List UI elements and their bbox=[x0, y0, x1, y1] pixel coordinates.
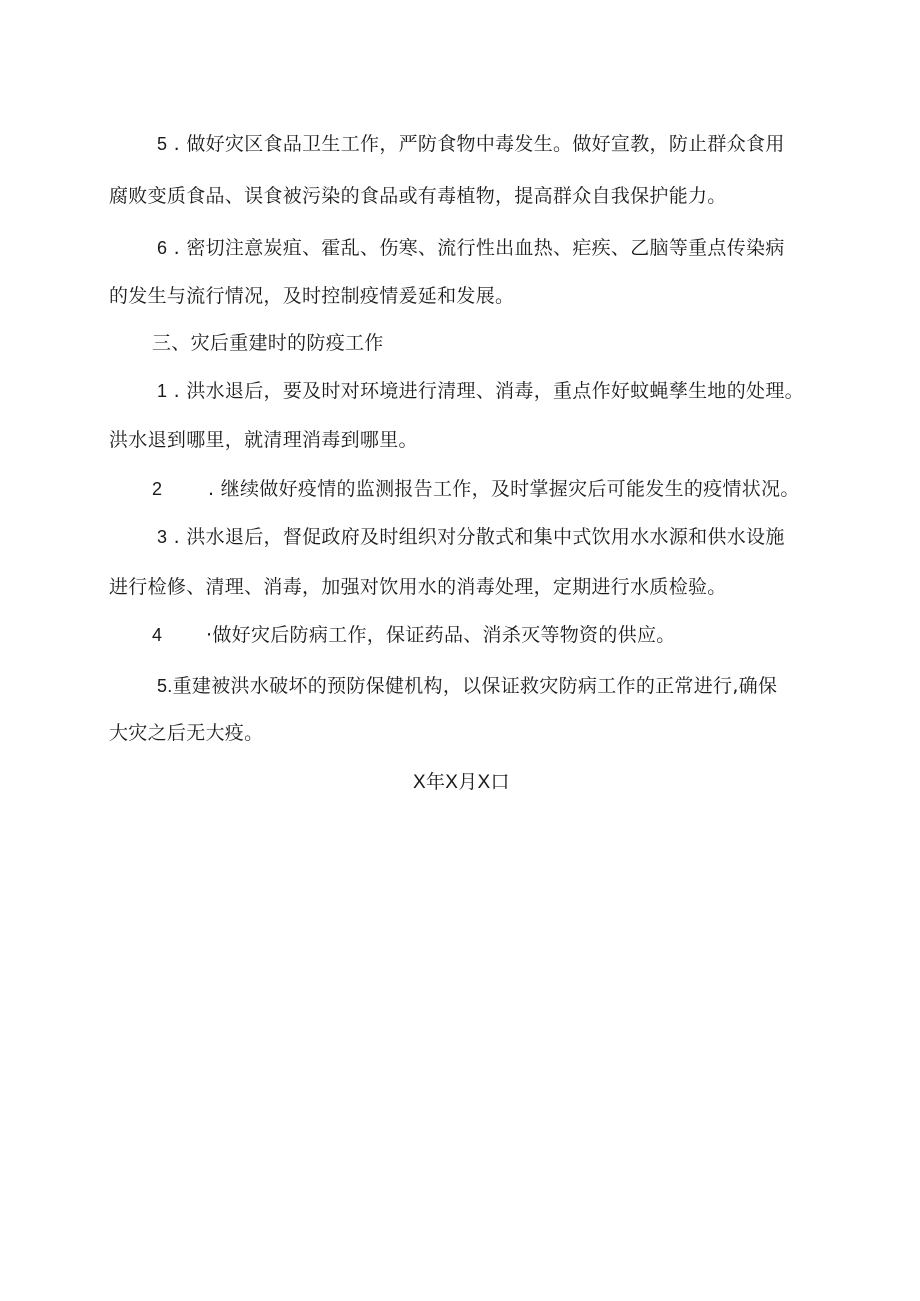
item-5-line-2: 腐败变质食品、误食被污染的食品或有毒植物，提高群众自我保护能力。 bbox=[109, 185, 727, 207]
item-text: ·做好灾后防病工作，保证药品、消杀灭等物资的供应。 bbox=[206, 624, 676, 646]
item-text: . 洪水退后，要及时对环境进行清理、消毒，重点作好蚊蝇孳生地的处理。 bbox=[167, 380, 804, 402]
item-number: 6 bbox=[157, 238, 168, 258]
item-text: 重建被洪水破坏的预防保健机构，以保证救灾防病工作的正常进行,确保 bbox=[172, 675, 778, 697]
rebuild-item-5-line-1 bbox=[157, 673, 777, 699]
rebuild-item-3-line-2: 进行检修、清理、消毒，加强对饮用水的消毒处理，定期进行水质检验。 bbox=[109, 576, 727, 598]
rebuild-item-2-line-1 bbox=[152, 476, 800, 502]
item-text: . 继续做好疫情的监测报告工作，及时掌握灾后可能发生的疫情状况。 bbox=[208, 478, 800, 500]
rebuild-item-1-line-2: 洪水退到哪里，就清理消毒到哪里。 bbox=[109, 429, 418, 451]
item-text: . 洪水退后，督促政府及时组织对分散式和集中式饮用水水源和供水设施 bbox=[167, 526, 785, 548]
item-text: . 密切注意炭疽、霍乱、伤寒、流行性出血热、疟疾、乙脑等重点传染病 bbox=[167, 237, 785, 259]
item-5-line-1 bbox=[157, 131, 785, 157]
rebuild-item-1-line-1 bbox=[157, 378, 804, 404]
item-number: 5 bbox=[157, 134, 168, 154]
item-6-line-2: 的发生与流行情况，及时控制疫情爰延和发展。 bbox=[109, 285, 515, 307]
item-number: 2 bbox=[152, 479, 163, 499]
item-number: 4 bbox=[152, 625, 163, 645]
item-number: 5. bbox=[157, 676, 173, 696]
section-heading: 三、灾后重建时的防疫工作 bbox=[152, 332, 384, 354]
rebuild-item-4-line-1 bbox=[152, 622, 676, 648]
rebuild-item-3-line-1 bbox=[157, 524, 785, 550]
item-number: 3 bbox=[157, 527, 168, 547]
rebuild-item-5-line-2: 大灾之后无大疫。 bbox=[109, 722, 264, 744]
item-6-line-1 bbox=[157, 235, 785, 261]
document-date: X年X月X口 bbox=[413, 772, 510, 793]
item-text: . 做好灾区食品卫生工作，严防食物中毒发生。做好宣教，防止群众食用 bbox=[167, 133, 785, 155]
item-number: 1 bbox=[157, 381, 168, 401]
